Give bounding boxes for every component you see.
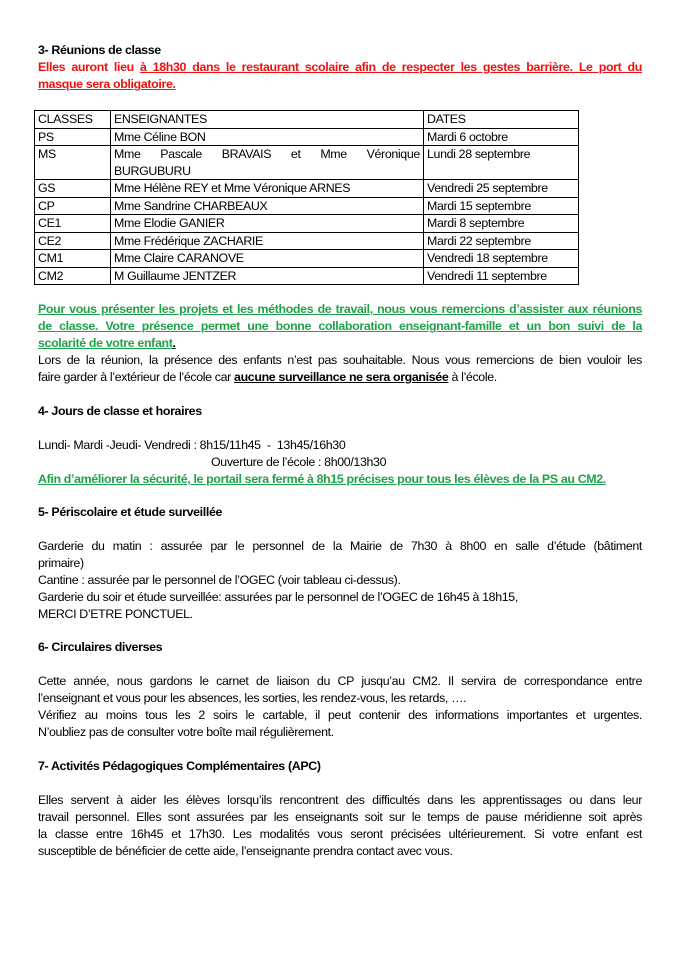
table-row	[35, 197, 579, 215]
table-row	[35, 215, 579, 233]
cell-date: Lundi 28 septembre	[424, 146, 579, 180]
green-notice-line1: Pour vous présenter les projets et les méthodes de travail, nous vous remercions d’assister aux réunions	[38, 302, 642, 316]
word: Mme	[320, 147, 347, 161]
cell-classe: CM2	[35, 267, 111, 285]
section-5-line4: Garderie du soir et étude surveillée: assurées par le personnel de l’OGEC de 16h45 à 18h15,	[38, 590, 518, 604]
table-row	[35, 232, 579, 250]
section-6-line2: l’enseignant et vous pour les absences, les sorties, les rendez-vous, les retards, ….	[38, 691, 467, 705]
table-row	[35, 267, 579, 285]
green-notice-text: scolarité de votre enfant	[38, 336, 173, 350]
table-header-row	[35, 111, 579, 129]
cell-classe: PS	[35, 128, 111, 146]
cell-date: Vendredi 11 septembre	[424, 267, 579, 285]
cell-enseignante: Mme Céline BON	[111, 128, 424, 146]
section-4-title: 4- Jours de classe et horaires	[38, 404, 202, 418]
section-6-line3: Vérifiez au moins tous les 2 soirs le cartable, il peut contenir des informations importantes et urgentes.	[38, 708, 642, 722]
green-notice-line2: de classe. Votre présence permet une bonne collaboration enseignant-famille et un bon suivi de la	[38, 319, 642, 333]
section-3-notice-line1	[38, 59, 642, 76]
table-row	[35, 128, 579, 146]
word: et	[290, 147, 301, 161]
cell-classe: CE2	[35, 232, 111, 250]
green-notice-line3	[38, 335, 176, 352]
opening-hours: Ouverture de l’école : 8h00/13h30	[211, 455, 387, 469]
cell-date: Mardi 15 septembre	[424, 197, 579, 215]
cell-enseignante: Mme Elodie GANIER	[111, 215, 424, 233]
section-5-line5: MERCI D’ETRE PONCTUEL.	[38, 607, 193, 621]
section-5-line1: Garderie du matin : assurée par le personnel de la Mairie de 7h30 à 8h00 en salle d’étude (bâtiment	[38, 539, 642, 553]
para-line2	[38, 369, 497, 386]
para-line1: Lors de la réunion, la présence des enfants n’est pas souhaitable. Nous vous remercions de bien vouloir les	[38, 353, 642, 367]
notice-underlined: à 18h30 dans le restaurant scolaire afin de respecter les gestes barrière. Le port du	[140, 60, 642, 74]
word: Pascale	[160, 147, 202, 161]
cell-date: Vendredi 18 septembre	[424, 250, 579, 268]
table-row	[35, 250, 579, 268]
cell-enseignante: M Guillaume JENTZER	[111, 267, 424, 285]
cell-date: Mardi 6 octobre	[424, 128, 579, 146]
cell-date: Mardi 8 septembre	[424, 215, 579, 233]
cell-enseignante: Mme Sandrine CHARBEAUX	[111, 197, 424, 215]
section-7-line2: travail personnel. Elles sont assurées par les enseignants soit sur le temps de pause méridienne soit après	[38, 810, 642, 824]
section-3-title: 3- Réunions de classe	[38, 43, 161, 57]
cell-classe: CE1	[35, 215, 111, 233]
cell-classe: CM1	[35, 250, 111, 268]
section-5-title: 5- Périscolaire et étude surveillée	[38, 505, 223, 519]
header-classes: CLASSES	[35, 111, 111, 129]
schedule: Lundi- Mardi -Jeudi- Vendredi : 8h15/11h45 - 13h45/16h30	[38, 438, 346, 452]
enseignante-line2: BURGUBURU	[114, 163, 191, 178]
table-row	[35, 146, 579, 180]
section-7-line3: la classe entre 16h45 et 17h30. Les modalités vous seront précisées ultérieurement. Si votre enfant est	[38, 827, 642, 841]
word: BRAVAIS	[221, 147, 272, 161]
section-5-line3: Cantine : assurée par le personnel de l’OGEC (voir tableau ci-dessus).	[38, 573, 401, 587]
word: Mme	[114, 147, 141, 161]
cell-enseignante: Mme Claire CARANOVE	[111, 250, 424, 268]
cell-date: Mardi 22 septembre	[424, 232, 579, 250]
section-7-title: 7- Activités Pédagogiques Complémentaires (APC)	[38, 759, 321, 773]
header-dates: DATES	[424, 111, 579, 129]
security-notice: Afin d’améliorer la sécurité, le portail sera fermé à 8h15 précises pour tous les élèves de la PS au CM2.	[38, 472, 606, 486]
cell-enseignante: Mme Hélène REY et Mme Véronique ARNES	[111, 180, 424, 198]
cell-date: Vendredi 25 septembre	[424, 180, 579, 198]
meetings-table	[34, 110, 579, 285]
period: .	[172, 336, 176, 350]
cell-classe: GS	[35, 180, 111, 198]
cell-enseignante: Mme Frédérique ZACHARIE	[111, 232, 424, 250]
text: faire garder à l’extérieur de l’école car	[38, 370, 235, 384]
section-7-line1: Elles servent à aider les élèves lorsqu’ils rencontrent des difficultés dans les apprentissages ou dans leur	[38, 793, 642, 807]
cell-enseignante	[111, 146, 424, 180]
section-6-line4: N’oubliez pas de consulter votre boîte mail régulièrement.	[38, 725, 334, 739]
text: à l’école.	[448, 370, 497, 384]
notice-prefix: Elles auront lieu	[38, 60, 141, 74]
section-6-line1: Cette année, nous gardons le carnet de liaison du CP jusqu’au CM2. Il servira de correspondance entre	[38, 674, 642, 688]
word: Véronique	[366, 147, 420, 161]
section-3-notice-line2: masque sera obligatoire.	[38, 77, 176, 91]
table-row	[35, 180, 579, 198]
no-supervision-text: aucune surveillance ne sera organisée	[234, 370, 449, 384]
section-6-title: 6- Circulaires diverses	[38, 640, 163, 654]
section-5-line2: primaire)	[38, 556, 84, 570]
cell-classe: MS	[35, 146, 111, 180]
header-enseignantes: ENSEIGNANTES	[111, 111, 424, 129]
cell-classe: CP	[35, 197, 111, 215]
enseignante-line1	[114, 146, 420, 163]
section-7-line4: susceptible de bénéficier de cette aide, l’enseignante prendra contact avec vous.	[38, 844, 453, 858]
